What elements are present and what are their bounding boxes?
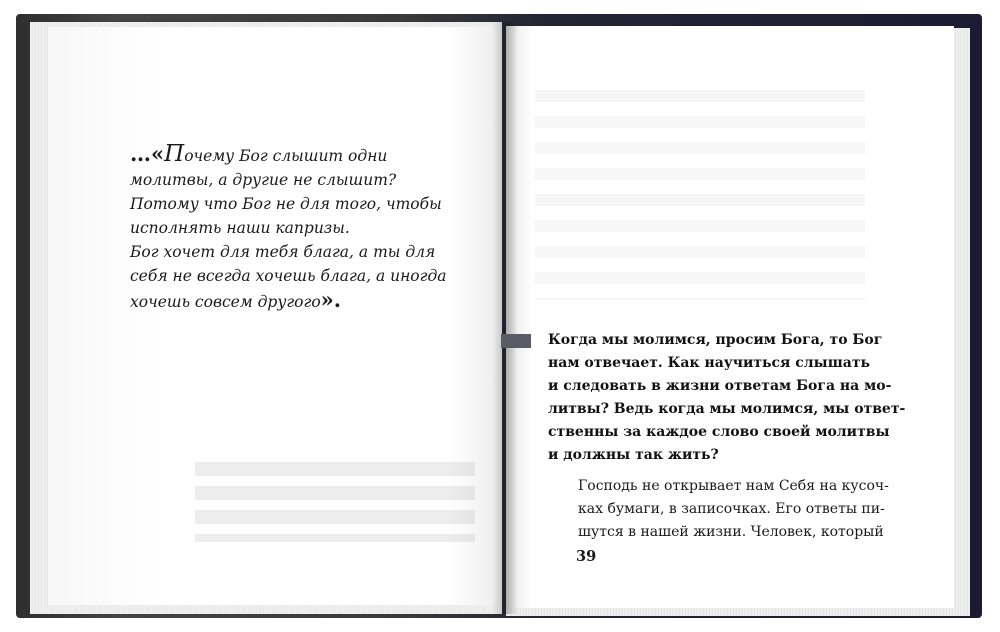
quote-close-mark: ».	[320, 287, 342, 312]
answer-line: шутся в нашей жизни. Человек, который	[578, 524, 884, 540]
quote-line: молитвы, а другие не слышит?	[130, 171, 397, 189]
question-line: ственны за каждое слово своей молитвы	[548, 424, 890, 440]
page-number: 39	[576, 548, 597, 565]
question-line: и следовать в жизни ответам Бога на мо-	[548, 378, 892, 394]
section-marker	[501, 334, 531, 348]
answer-paragraph	[578, 475, 888, 544]
quote-line: себя не всегда хочешь блага, а иногда	[130, 267, 447, 285]
quote-line: исполнять наши капризы.	[130, 219, 350, 237]
question-line: Когда мы молимся, просим Бога, то Бог	[548, 332, 883, 348]
question-line: литвы? Ведь когда мы молимся, мы ответ-	[548, 401, 906, 417]
book-gutter	[492, 22, 518, 614]
answer-line: Господь не открывает нам Себя на кусоч-	[578, 478, 889, 494]
quote-line	[130, 288, 470, 314]
question-line: нам отвечает. Как научиться слышать	[548, 355, 870, 371]
quote-line: Потому что Бог не для того, чтобы	[130, 195, 442, 213]
quote-block	[130, 142, 470, 314]
quote-drop-letter: П	[164, 141, 185, 167]
quote-line-text: очему Бог слышит одни	[184, 147, 388, 165]
quote-line: Бог хочет для тебя блага, а ты для	[130, 243, 436, 261]
question-line: и должны так жить?	[548, 447, 719, 463]
left-page-show-through	[195, 462, 475, 542]
quote-open-mark: …«	[130, 141, 165, 166]
question-paragraph	[548, 329, 906, 467]
answer-line: ках бумаги, в записочках. Его ответы пи-	[578, 501, 885, 517]
quote-line-text: хочешь совсем другого	[130, 293, 321, 311]
right-page-show-through	[535, 90, 865, 300]
quote-line	[130, 142, 470, 168]
